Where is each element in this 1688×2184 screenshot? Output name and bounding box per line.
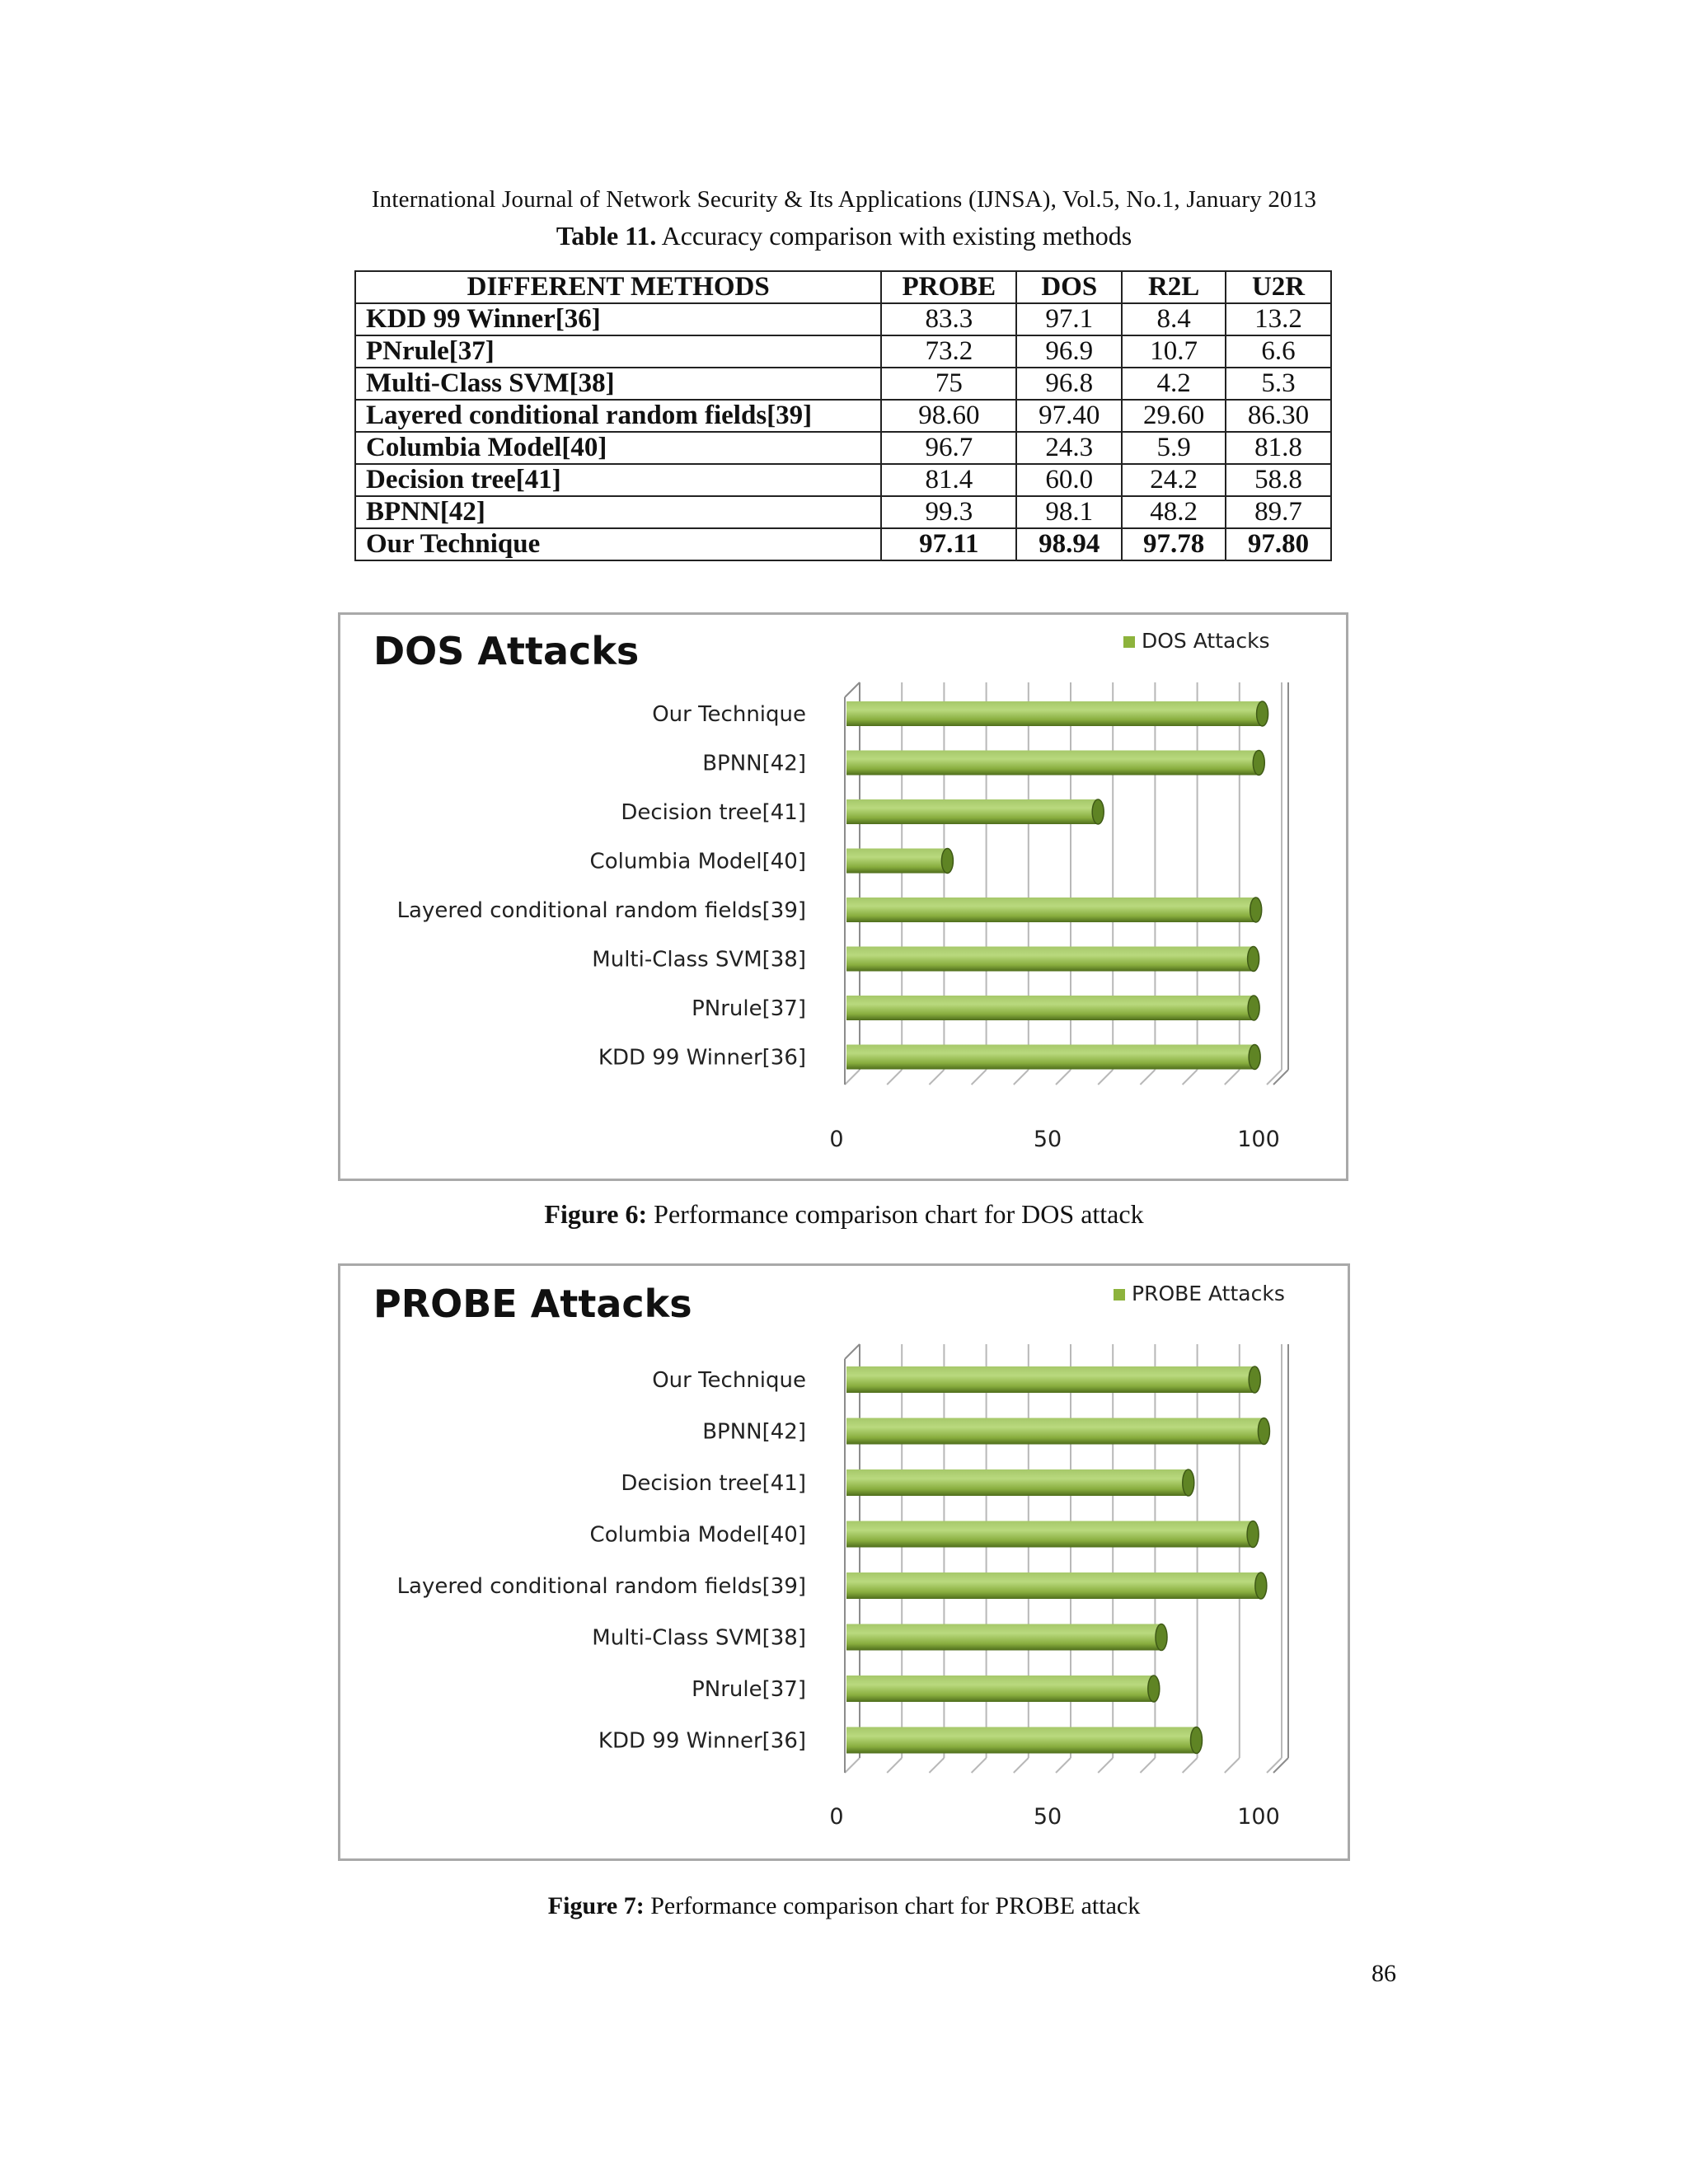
category-label: Multi-Class SVM[38] <box>592 1625 806 1651</box>
figure-7-label: Figure 7: <box>547 1892 645 1919</box>
legend-swatch <box>1123 636 1135 648</box>
category-label: Layered conditional random fields[39] <box>396 898 806 923</box>
right-floor-line <box>1273 1070 1288 1085</box>
bar <box>846 1469 1189 1496</box>
floor-gridline <box>1183 1070 1198 1085</box>
probe-cell: 81.4 <box>881 464 1016 496</box>
method-cell: KDD 99 Winner[36] <box>355 303 881 335</box>
method-cell: BPNN[42] <box>355 496 881 528</box>
figure-6-label: Figure 6: <box>544 1199 648 1229</box>
r2l-cell: 8.4 <box>1122 303 1226 335</box>
bar <box>846 1727 1196 1754</box>
probe-cell: 73.2 <box>881 335 1016 368</box>
dos-attacks-chart <box>338 612 1348 1181</box>
legend-label: DOS Attacks <box>1142 629 1270 653</box>
r2l-cell: 24.2 <box>1122 464 1226 496</box>
bar-cap <box>1257 701 1268 726</box>
category-label: Layered conditional random fields[39] <box>396 1574 806 1599</box>
bar <box>846 947 1254 972</box>
category-label: KDD 99 Winner[36] <box>598 1045 806 1071</box>
bar <box>846 1675 1154 1702</box>
bar-cap <box>1190 1727 1202 1754</box>
u2r-cell: 58.8 <box>1226 464 1331 496</box>
probe-attacks-chart <box>338 1263 1350 1861</box>
figure-7-text: Performance comparison chart for PROBE attack <box>644 1892 1141 1919</box>
legend-swatch <box>1114 1289 1125 1301</box>
dos-cell: 98.1 <box>1016 496 1122 528</box>
category-label: Columbia Model[40] <box>589 849 806 874</box>
bar-cap <box>1255 1572 1267 1599</box>
probe-cell: 97.11 <box>881 528 1016 560</box>
x-tick-label: 100 <box>1237 1804 1280 1830</box>
category-label: KDD 99 Winner[36] <box>598 1728 806 1754</box>
table-row <box>355 303 1331 335</box>
bar <box>846 1045 1254 1070</box>
category-label: PNrule[37] <box>692 1677 806 1702</box>
figure-7-caption <box>0 1892 1688 1920</box>
table-row <box>355 432 1331 464</box>
u2r-cell: 86.30 <box>1226 400 1331 432</box>
page-number: 86 <box>1372 1960 1396 1987</box>
floor-gridline <box>1014 1758 1029 1773</box>
bar-cap <box>1183 1469 1194 1496</box>
table-row <box>355 400 1331 432</box>
r2l-cell: 97.78 <box>1122 528 1226 560</box>
axis-corner-line <box>845 682 860 697</box>
probe-chart-svg <box>340 1266 1348 1858</box>
r2l-cell: 5.9 <box>1122 432 1226 464</box>
bar <box>846 701 1263 726</box>
table-row-our-technique <box>355 528 1331 560</box>
r2l-cell: 29.60 <box>1122 400 1226 432</box>
method-cell: Decision tree[41] <box>355 464 881 496</box>
axis-corner-line <box>845 1344 860 1359</box>
figure-6-text: Performance comparison chart for DOS attack <box>647 1199 1144 1229</box>
floor-gridline <box>887 1070 902 1085</box>
category-label: Decision tree[41] <box>621 1471 806 1496</box>
probe-cell: 98.60 <box>881 400 1016 432</box>
x-tick-label: 100 <box>1237 1127 1280 1152</box>
table-row <box>355 335 1331 368</box>
column-header-probe: PROBE <box>881 271 1016 303</box>
bar <box>846 1624 1161 1651</box>
bar-cap <box>1092 799 1104 824</box>
dos-cell: 97.40 <box>1016 400 1122 432</box>
floor-gridline <box>1140 1758 1155 1773</box>
probe-cell: 83.3 <box>881 303 1016 335</box>
bar-cap <box>941 849 953 874</box>
floor-gridline <box>972 1758 987 1773</box>
floor-gridline <box>845 1758 860 1773</box>
bar-cap <box>1250 898 1262 922</box>
floor-gridline <box>1098 1758 1113 1773</box>
table-caption-label: Table 11. <box>556 221 657 251</box>
method-cell: Layered conditional random fields[39] <box>355 400 881 432</box>
category-label: Decision tree[41] <box>621 800 806 825</box>
category-label: BPNN[42] <box>702 1419 806 1445</box>
floor-gridline <box>929 1758 944 1773</box>
r2l-cell: 10.7 <box>1122 335 1226 368</box>
bar-cap <box>1156 1624 1167 1651</box>
floor-gridline <box>1225 1758 1240 1773</box>
column-header-u2r: U2R <box>1226 271 1331 303</box>
floor-gridline <box>1056 1758 1071 1773</box>
floor-gridline <box>972 1070 987 1085</box>
legend-label: PROBE Attacks <box>1132 1282 1285 1305</box>
floor-gridline <box>1267 1070 1282 1085</box>
table-row <box>355 496 1331 528</box>
floor-gridline <box>1014 1070 1029 1085</box>
right-floor-line <box>1273 1758 1288 1773</box>
method-cell: Columbia Model[40] <box>355 432 881 464</box>
dos-chart-svg <box>340 615 1346 1179</box>
chart-title: PROBE Attacks <box>373 1282 692 1326</box>
accuracy-table <box>354 270 1332 561</box>
running-header: International Journal of Network Security & Its Applications (IJNSA), Vol.5, No.1, January 2013 <box>371 186 1317 213</box>
bar-cap <box>1248 947 1259 972</box>
floor-gridline <box>1098 1070 1113 1085</box>
u2r-cell: 81.8 <box>1226 432 1331 464</box>
bar <box>846 1521 1253 1548</box>
table-caption-text: Accuracy comparison with existing methods <box>656 221 1132 251</box>
probe-cell: 75 <box>881 368 1016 400</box>
table-header-row <box>355 271 1331 303</box>
category-label: Our Technique <box>652 1368 806 1393</box>
floor-gridline <box>1267 1758 1282 1773</box>
bar-cap <box>1247 1521 1259 1548</box>
floor-gridline <box>1140 1070 1155 1085</box>
bar-cap <box>1148 1675 1160 1702</box>
dos-cell: 96.8 <box>1016 368 1122 400</box>
bar <box>846 996 1254 1020</box>
column-header-dos: DOS <box>1016 271 1122 303</box>
probe-cell: 99.3 <box>881 496 1016 528</box>
table-caption <box>0 221 1688 251</box>
category-label: Multi-Class SVM[38] <box>592 947 806 972</box>
r2l-cell: 4.2 <box>1122 368 1226 400</box>
dos-cell: 98.94 <box>1016 528 1122 560</box>
table-row <box>355 464 1331 496</box>
method-cell: PNrule[37] <box>355 335 881 368</box>
floor-gridline <box>929 1070 944 1085</box>
column-header-r2l: R2L <box>1122 271 1226 303</box>
x-tick-label: 50 <box>1033 1127 1062 1152</box>
bar-cap <box>1249 1045 1260 1070</box>
bar-cap <box>1249 1366 1260 1393</box>
category-label: BPNN[42] <box>702 751 806 776</box>
bar <box>846 1572 1261 1599</box>
floor-gridline <box>887 1758 902 1773</box>
category-label: PNrule[37] <box>692 996 806 1021</box>
floor-gridline <box>1183 1758 1198 1773</box>
category-label: Columbia Model[40] <box>589 1522 806 1548</box>
bar <box>846 1418 1264 1445</box>
bar <box>846 849 947 874</box>
u2r-cell: 13.2 <box>1226 303 1331 335</box>
bar <box>846 1366 1254 1393</box>
x-tick-label: 0 <box>829 1804 844 1830</box>
bar-cap <box>1248 996 1259 1020</box>
figure-6-caption <box>0 1199 1688 1230</box>
dos-cell: 97.1 <box>1016 303 1122 335</box>
bar-cap <box>1258 1418 1269 1445</box>
category-label: Our Technique <box>652 702 806 727</box>
floor-gridline <box>1056 1070 1071 1085</box>
column-header-methods: DIFFERENT METHODS <box>355 271 881 303</box>
u2r-cell: 89.7 <box>1226 496 1331 528</box>
u2r-cell: 97.80 <box>1226 528 1331 560</box>
dos-cell: 24.3 <box>1016 432 1122 464</box>
chart-title: DOS Attacks <box>373 629 640 673</box>
r2l-cell: 48.2 <box>1122 496 1226 528</box>
bar <box>846 898 1256 922</box>
method-cell: Multi-Class SVM[38] <box>355 368 881 400</box>
table-row <box>355 368 1331 400</box>
bar <box>846 799 1098 824</box>
u2r-cell: 5.3 <box>1226 368 1331 400</box>
floor-gridline <box>845 1070 860 1085</box>
x-tick-label: 50 <box>1033 1804 1062 1830</box>
u2r-cell: 6.6 <box>1226 335 1331 368</box>
bar-cap <box>1253 751 1264 776</box>
probe-cell: 96.7 <box>881 432 1016 464</box>
floor-gridline <box>1225 1070 1240 1085</box>
dos-cell: 60.0 <box>1016 464 1122 496</box>
method-cell: Our Technique <box>355 528 881 560</box>
x-tick-label: 0 <box>829 1127 844 1152</box>
bar <box>846 751 1259 776</box>
dos-cell: 96.9 <box>1016 335 1122 368</box>
